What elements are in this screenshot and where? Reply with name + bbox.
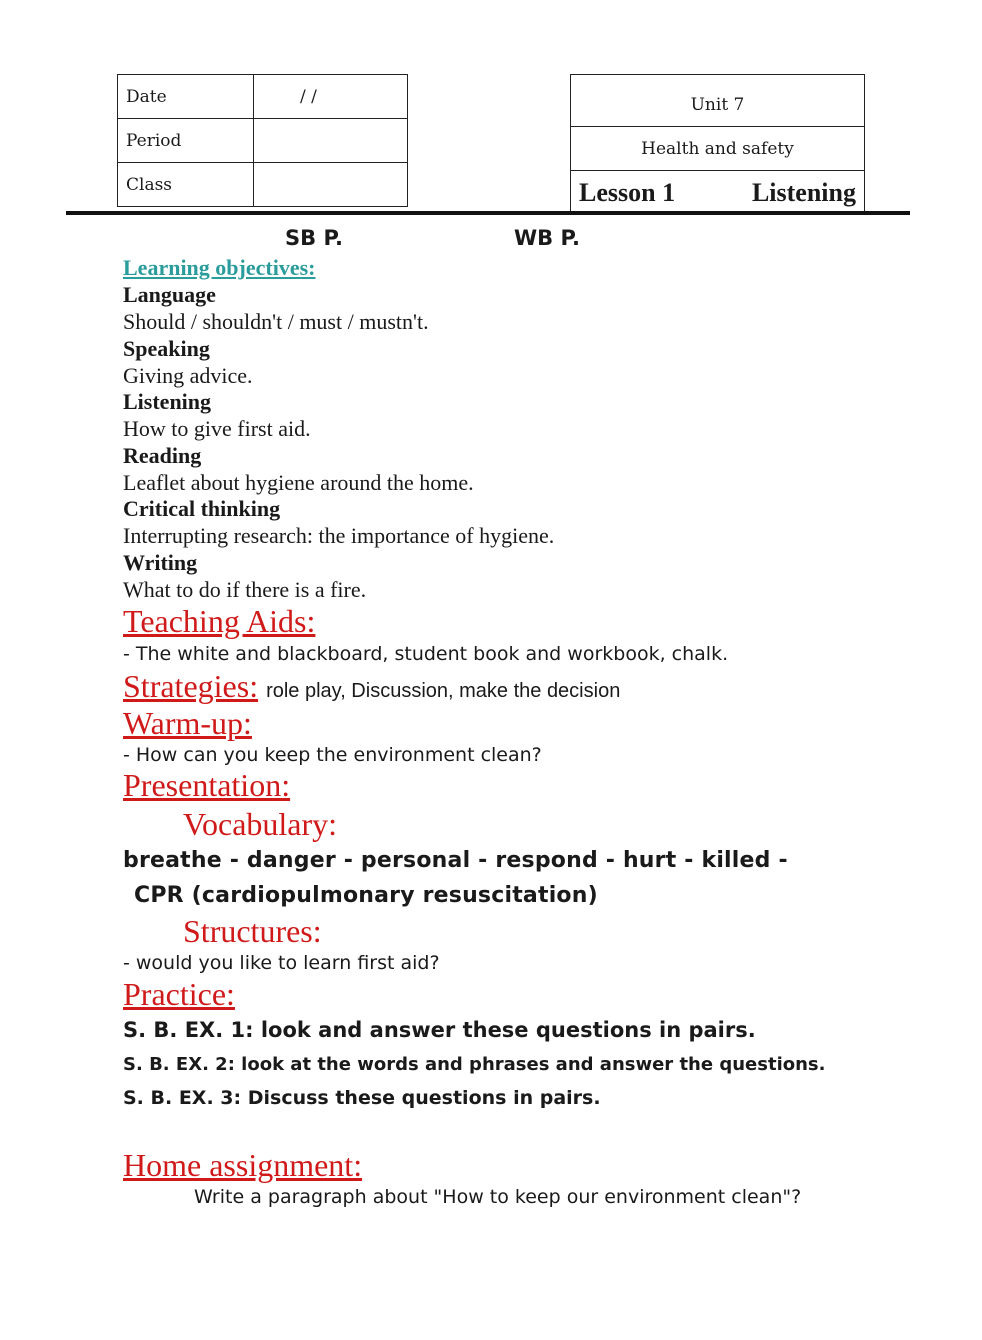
vocabulary-line-2: CPR (cardiopulmonary resuscitation) [134,883,598,908]
strategies-text: role play, Discussion, make the decision [266,680,621,702]
lesson-cell [571,171,865,215]
class-label: Class [118,163,254,207]
lesson-skill: Listening [751,177,856,207]
lesson-info-table [117,74,408,207]
objective-text: Interrupting research: the importance of hygiene. [123,523,555,548]
unit-info-table [570,74,865,215]
unit-topic: Health and safety [571,127,865,171]
objective-title: Speaking [123,336,210,361]
vocabulary-heading: Vocabulary: [183,806,338,842]
objective-text: Should / shouldn't / must / mustn't. [123,309,429,334]
vocabulary-line-1: breathe - danger - personal - respond - hurt - killed - [123,848,788,873]
objective-title: Critical thinking [123,496,281,521]
date-value: / / [254,75,408,119]
header-divider [66,211,910,215]
warm-up-heading: Warm-up: [123,705,252,741]
lesson-number: Lesson 1 [579,177,676,207]
objectives-heading: Learning objectives: [123,255,316,280]
objective-text: Leaflet about hygiene around the home. [123,470,474,495]
period-value [254,119,408,163]
unit-title: Unit 7 [571,75,865,127]
presentation-heading: Presentation: [123,767,291,803]
strategies-heading: Strategies: [123,668,259,704]
objective-text: What to do if there is a fire. [123,577,367,602]
structures-heading: Structures: [183,913,322,949]
objective-title: Reading [123,443,202,468]
class-value [254,163,408,207]
warm-up-text: - How can you keep the environment clean? [123,744,542,766]
structures-text: - would you like to learn first aid? [123,952,440,974]
objective-title: Writing [123,550,198,575]
sb-page: SB P. [285,226,343,250]
period-label: Period [118,119,254,163]
objective-title: Language [123,282,216,307]
objective-title: Listening [123,389,212,414]
strategies-line [123,668,620,705]
home-assignment-heading: Home assignment: [123,1147,363,1183]
teaching-aids-heading: Teaching Aids: [123,603,316,639]
objective-text: How to give first aid. [123,416,311,441]
home-assignment-text: Write a paragraph about "How to keep our environment clean"? [194,1186,802,1208]
objective-text: Giving advice. [123,363,253,388]
teaching-aids-text: - The white and blackboard, student book and workbook, chalk. [123,643,729,665]
wb-page: WB P. [514,226,580,250]
practice-item: S. B. EX. 2: look at the words and phrases and answer the questions. [123,1054,826,1075]
practice-heading: Practice: [123,976,235,1012]
practice-item: S. B. EX. 1: look and answer these questions in pairs. [123,1018,756,1042]
date-label: Date [118,75,254,119]
practice-item: S. B. EX. 3: Discuss these questions in pairs. [123,1087,601,1109]
